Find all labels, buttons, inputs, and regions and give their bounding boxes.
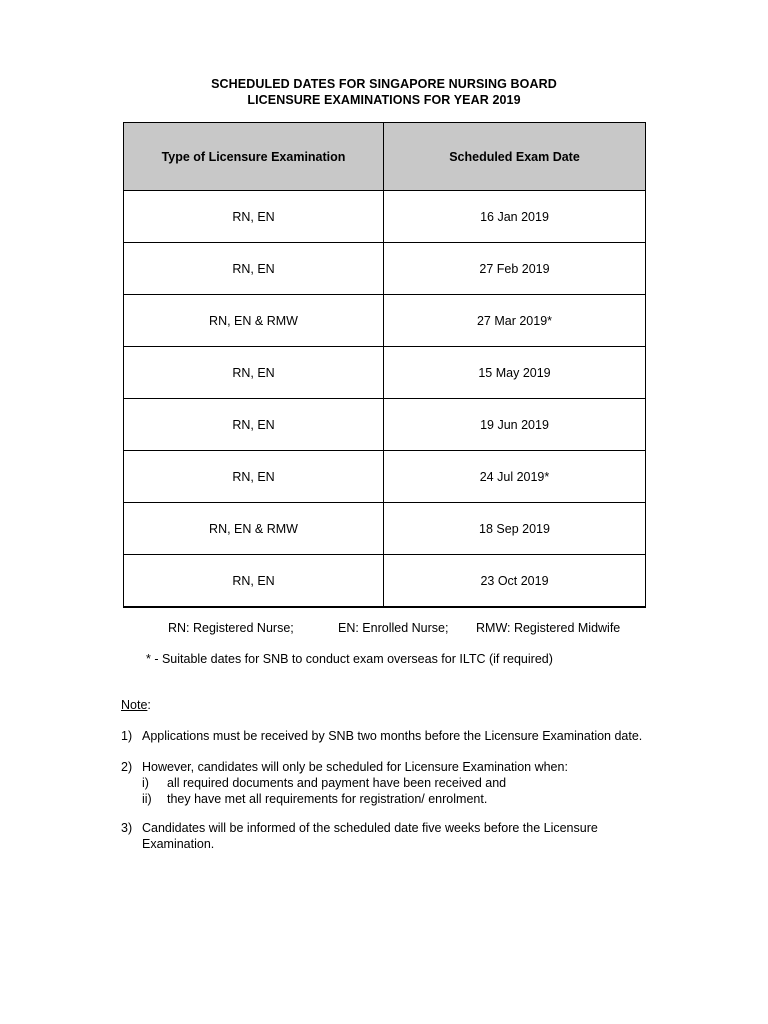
note-item-number: 3)	[121, 821, 133, 835]
note-subitem-text: all required documents and payment have been received and	[167, 776, 507, 790]
document-title-line2: LICENSURE EXAMINATIONS FOR YEAR 2019	[247, 93, 521, 107]
exam-date-cell: 16 Jan 2019	[384, 191, 646, 243]
exam-date-cell: 27 Feb 2019	[384, 243, 646, 295]
table-row	[124, 399, 646, 451]
exam-date-cell: 24 Jul 2019*	[384, 451, 646, 503]
note-subitem-text: they have met all requirements for registration/ enrolment.	[167, 792, 488, 806]
note-item-text: Candidates will be informed of the scheduled date five weeks before the Licensure	[142, 821, 598, 835]
table-row	[124, 451, 646, 503]
exam-type-cell: RN, EN & RMW	[124, 503, 384, 555]
asterisk-footnote: * - Suitable dates for SNB to conduct exam overseas for ILTC (if required)	[146, 652, 553, 666]
exam-date-cell: 19 Jun 2019	[384, 399, 646, 451]
column-header-exam-type: Type of Licensure Examination	[124, 123, 384, 191]
table-row	[124, 243, 646, 295]
note-item-text: Applications must be received by SNB two months before the Licensure Examination date.	[142, 729, 643, 743]
document-title-line1: SCHEDULED DATES FOR SINGAPORE NURSING BOARD	[211, 77, 557, 91]
table-row	[124, 191, 646, 243]
table-row	[124, 555, 646, 608]
note-item-text: However, candidates will only be scheduled for Licensure Examination when:	[142, 760, 568, 774]
note-subitem-number: ii)	[142, 792, 152, 806]
exam-type-cell: RN, EN	[124, 555, 384, 608]
note-heading-label: Note	[121, 698, 148, 712]
exam-schedule-table	[123, 122, 646, 608]
exam-date-cell: 23 Oct 2019	[384, 555, 646, 608]
note-item-number: 1)	[121, 729, 133, 743]
exam-type-cell: RN, EN	[124, 399, 384, 451]
exam-date-cell: 15 May 2019	[384, 347, 646, 399]
note-item-number: 2)	[121, 760, 133, 774]
note-subitem-number: i)	[142, 776, 149, 790]
legend-en: EN: Enrolled Nurse;	[338, 621, 449, 635]
exam-type-cell: RN, EN	[124, 243, 384, 295]
legend-rmw: RMW: Registered Midwife	[476, 621, 621, 635]
exam-type-cell: RN, EN	[124, 347, 384, 399]
note-heading-colon: :	[147, 698, 151, 712]
exam-type-cell: RN, EN	[124, 451, 384, 503]
table-row	[124, 347, 646, 399]
table-row	[124, 503, 646, 555]
exam-type-cell: RN, EN	[124, 191, 384, 243]
column-header-exam-date: Scheduled Exam Date	[384, 123, 646, 191]
exam-date-cell: 18 Sep 2019	[384, 503, 646, 555]
note-heading	[121, 698, 151, 712]
table-row	[124, 295, 646, 347]
exam-type-cell: RN, EN & RMW	[124, 295, 384, 347]
table-header-row	[124, 123, 646, 191]
note-item-text-continued: Examination.	[142, 837, 215, 851]
legend-rn: RN: Registered Nurse;	[168, 621, 294, 635]
exam-date-cell: 27 Mar 2019*	[384, 295, 646, 347]
